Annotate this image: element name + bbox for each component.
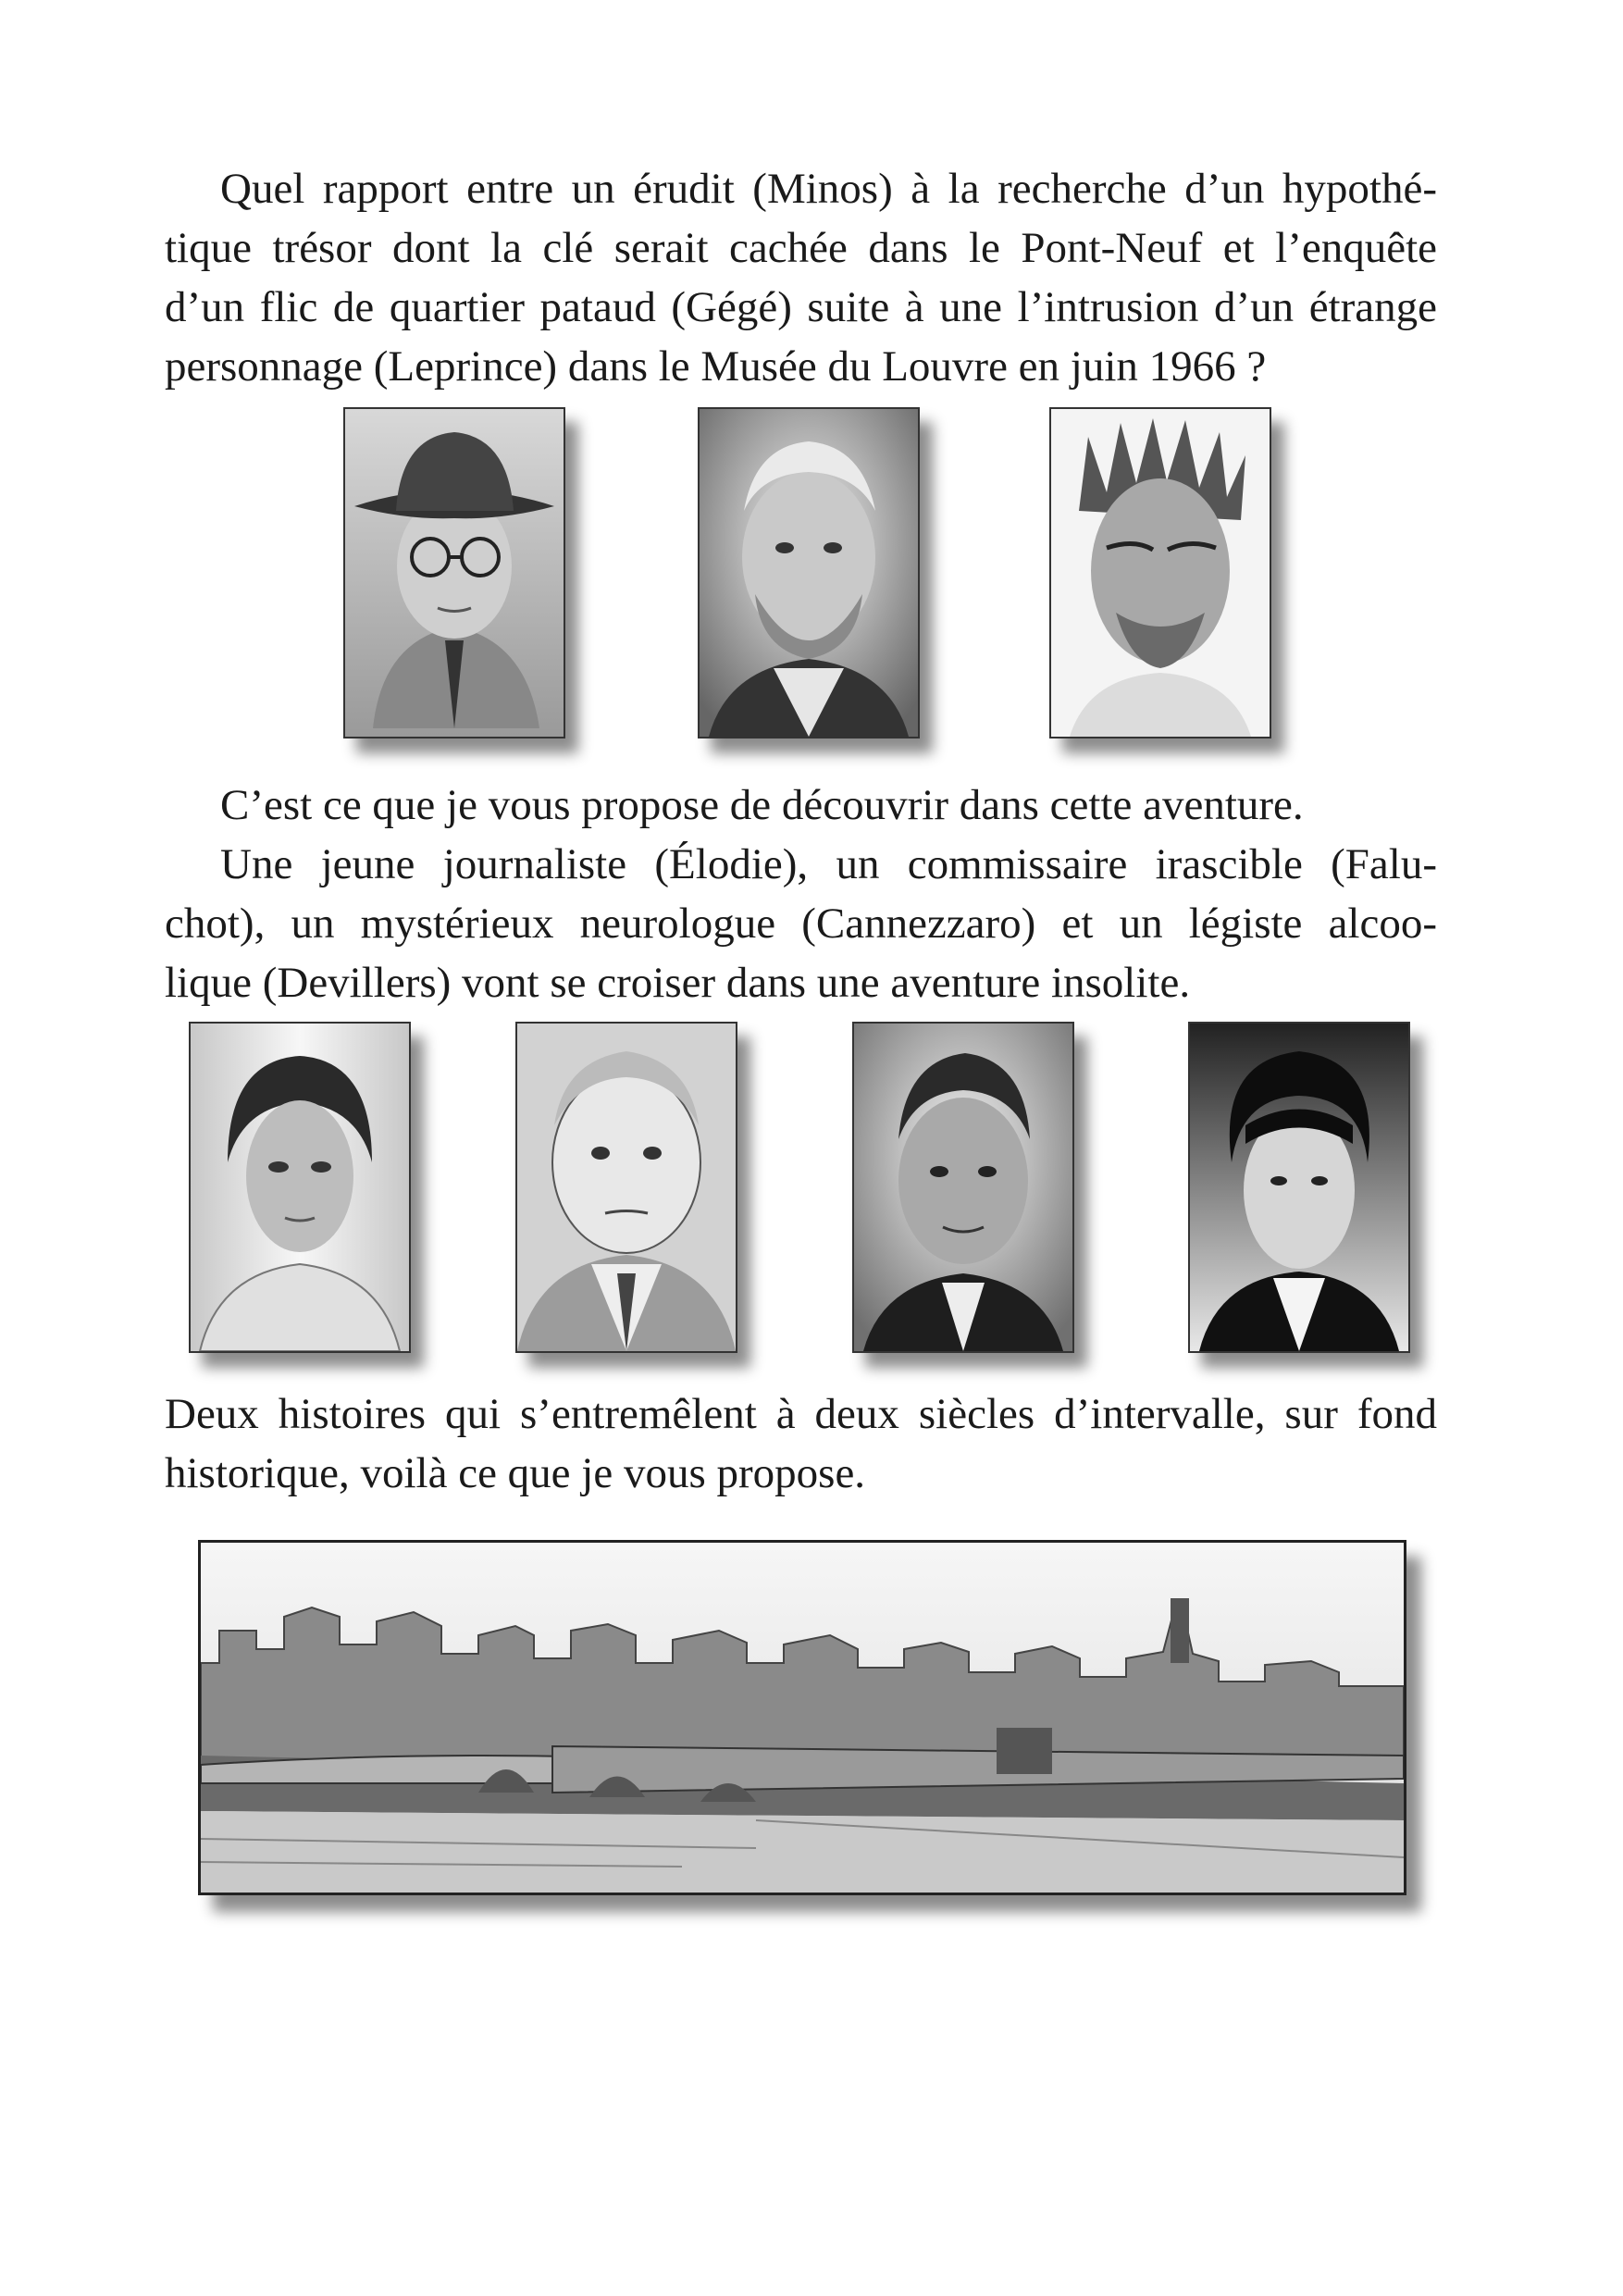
- portrait-gege: [698, 407, 920, 738]
- intro-paragraph: [165, 159, 1437, 396]
- portrait-minos: [343, 407, 565, 738]
- text-line: personnage (Leprince) dans le Musée du Louvre en juin 1966 ?: [165, 342, 1267, 391]
- text-line: historique, voilà ce que je vous propose.: [165, 1449, 866, 1497]
- portrait-devillers: [1188, 1022, 1410, 1353]
- text-line: Une jeune journaliste (Élodie), un commissaire irascible (Falu-: [220, 840, 1437, 888]
- text-line: d’un flic de quartier pataud (Gégé) suite à une l’intrusion d’un étrange: [165, 283, 1437, 331]
- text-line: chot), un mystérieux neurologue (Cannezzaro) et un légiste alcoo-: [165, 900, 1437, 948]
- text-line: tique trésor dont la clé serait cachée dans le Pont-Neuf et l’enquête: [165, 224, 1437, 272]
- pont-neuf-engraving: [198, 1540, 1406, 1895]
- text-line: C’est ce que je vous propose de découvrir dans cette aventure.: [220, 781, 1304, 829]
- closing-paragraph: [165, 1384, 1437, 1503]
- portrait-cannezzaro: [852, 1022, 1074, 1353]
- portrait-elodie: [189, 1022, 411, 1353]
- text-line: lique (Devillers) vont se croiser dans une aventure insolite.: [165, 959, 1191, 1007]
- text-line: Deux histoires qui s’entremêlent à deux siècles d’intervalle, sur fond: [165, 1390, 1437, 1438]
- middle-paragraph: [165, 776, 1437, 1012]
- portrait-leprince: [1049, 407, 1271, 738]
- portrait-faluchot: [515, 1022, 737, 1353]
- text-line: Quel rapport entre un érudit (Minos) à la recherche d’un hypothé-: [220, 165, 1437, 213]
